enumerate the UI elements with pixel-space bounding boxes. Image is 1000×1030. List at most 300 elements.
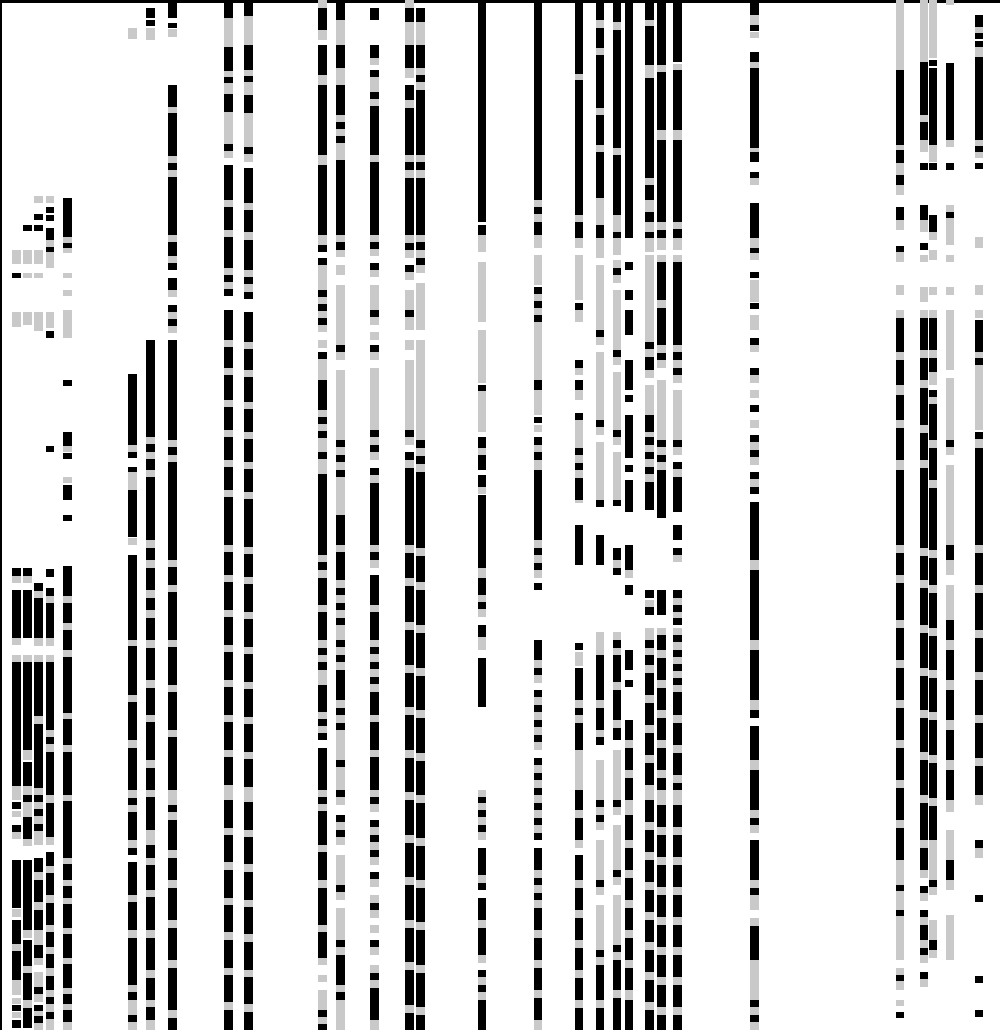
matrix-cell-run [929, 163, 937, 170]
matrix-cell-run [478, 658, 486, 707]
matrix-cell-run [673, 977, 682, 985]
matrix-cell-run [534, 380, 542, 390]
matrix-cell-run [146, 845, 155, 858]
matrix-cell-run [896, 628, 904, 660]
matrix-cell-run [23, 795, 32, 802]
matrix-cell-run [416, 590, 425, 625]
matrix-cell-run [896, 740, 904, 748]
matrix-cell-run [750, 479, 759, 487]
matrix-cell-run [318, 85, 327, 155]
matrix-cell-run [896, 163, 904, 175]
matrix-cell-run [416, 676, 425, 710]
matrix-cell-run [750, 726, 759, 760]
matrix-cell-run [750, 280, 759, 302]
matrix-cell-run [34, 724, 43, 788]
matrix-cell-run [12, 802, 21, 809]
matrix-cell-run [370, 654, 379, 662]
matrix-cell-run [645, 452, 654, 459]
matrix-cell-run [416, 548, 425, 556]
matrix-cell-run [896, 428, 904, 460]
matrix-cell-run [318, 359, 327, 380]
matrix-cell-run [896, 360, 904, 385]
matrix-cell-run [128, 1015, 137, 1022]
matrix-cell-run [478, 330, 486, 383]
matrix-cell-run [168, 1010, 177, 1018]
matrix-cell-run [975, 33, 983, 39]
matrix-cell-run [63, 273, 72, 278]
matrix-cell-run [405, 758, 414, 792]
matrix-cell-run [370, 925, 379, 933]
matrix-cell-run [750, 338, 759, 345]
matrix-cell-run [645, 238, 654, 252]
matrix-cell-run [478, 898, 486, 920]
matrix-cell-run [657, 857, 666, 865]
matrix-cell-run [975, 758, 983, 766]
matrix-cell-run [146, 890, 155, 897]
matrix-cell-run [657, 955, 666, 977]
matrix-cell-run [416, 170, 425, 178]
matrix-cell-run [645, 980, 654, 1002]
matrix-cell-run [657, 255, 666, 262]
matrix-cell-run [46, 331, 54, 338]
matrix-cell-run [370, 827, 379, 835]
matrix-cell-run [645, 65, 654, 78]
matrix-cell-run [416, 456, 425, 464]
matrix-cell-run [534, 720, 542, 727]
matrix-cell-run [673, 925, 682, 947]
matrix-cell-run [244, 619, 253, 647]
matrix-cell-run [405, 792, 414, 800]
matrix-cell-run [336, 45, 345, 68]
matrix-cell-run [12, 1005, 21, 1011]
matrix-cell-run [750, 368, 759, 375]
matrix-cell-run [575, 448, 583, 455]
matrix-cell-run [336, 815, 345, 822]
matrix-cell-run [657, 740, 666, 748]
matrix-cell-run [657, 238, 666, 250]
matrix-cell-run [575, 888, 583, 910]
matrix-cell-run [63, 886, 72, 898]
matrix-cell-run [224, 375, 233, 400]
matrix-cell-run [318, 748, 327, 790]
matrix-cell-run [34, 598, 43, 638]
matrix-cell-run [370, 857, 379, 865]
matrix-cell-run [370, 560, 379, 568]
matrix-cell-run [370, 552, 379, 560]
matrix-cell-run [46, 895, 54, 903]
matrix-cell-run [478, 225, 486, 235]
matrix-cell-run [63, 566, 72, 596]
matrix-cell-run [12, 568, 21, 576]
matrix-cell-run [750, 1007, 759, 1015]
matrix-cell-run [645, 703, 654, 725]
matrix-cell-run [336, 708, 345, 715]
matrix-cell-run [920, 870, 928, 878]
matrix-cell-run [920, 205, 928, 220]
matrix-cell-run [478, 920, 486, 928]
matrix-cell-run [929, 558, 937, 585]
matrix-cell-run [370, 430, 379, 437]
matrix-cell-run [128, 848, 137, 855]
matrix-cell-run [23, 590, 32, 638]
matrix-cell-run [46, 603, 54, 638]
matrix-cell-run [336, 242, 345, 250]
matrix-cell-run [534, 390, 542, 415]
matrix-cell-run [673, 447, 682, 455]
matrix-cell-run [896, 780, 904, 788]
matrix-cell-run [244, 82, 253, 95]
matrix-cell-run [34, 972, 43, 987]
matrix-cell-run [534, 833, 542, 840]
matrix-cell-run [645, 0, 654, 20]
matrix-cell-run [146, 858, 155, 865]
matrix-cell-run [645, 200, 654, 212]
matrix-cell-run [244, 970, 253, 977]
matrix-cell-run [750, 0, 759, 15]
matrix-cell-run [534, 555, 542, 563]
matrix-cell-run [575, 360, 583, 368]
matrix-cell-run [750, 435, 759, 442]
matrix-cell-run [750, 32, 759, 38]
matrix-cell-run [929, 145, 937, 162]
matrix-cell-run [318, 155, 327, 165]
matrix-cell-run [478, 985, 486, 992]
matrix-cell-run [929, 232, 937, 240]
matrix-cell-run [673, 352, 682, 360]
matrix-cell-run [920, 255, 928, 262]
matrix-cell-run [975, 358, 983, 365]
matrix-cell-run [405, 290, 414, 310]
matrix-cell-run [596, 887, 604, 895]
matrix-cell-run [168, 730, 177, 737]
matrix-cell-run [896, 545, 904, 553]
matrix-cell-run [244, 577, 253, 584]
matrix-cell-run [318, 1024, 327, 1030]
matrix-cell-run [575, 948, 583, 970]
matrix-cell-run [168, 290, 177, 297]
matrix-cell-run [750, 770, 759, 810]
matrix-cell-run [128, 895, 137, 902]
matrix-cell-run [12, 1012, 21, 1018]
matrix-cell-run [168, 850, 177, 858]
matrix-cell-run [63, 650, 72, 657]
matrix-cell-run [657, 65, 666, 72]
matrix-cell-run [596, 238, 604, 258]
matrix-cell-run [128, 490, 137, 537]
matrix-cell-run [534, 810, 542, 818]
matrix-cell-run [534, 908, 542, 930]
matrix-cell-run [34, 910, 43, 930]
matrix-cell-run [416, 838, 425, 846]
matrix-cell-run [896, 460, 904, 470]
matrix-cell-run [673, 229, 682, 238]
matrix-cell-run [416, 75, 425, 82]
matrix-cell-run [12, 590, 21, 638]
matrix-cell-run [168, 85, 177, 107]
matrix-cell-run [244, 402, 253, 409]
matrix-cell-run [336, 470, 345, 477]
matrix-cell-run [405, 178, 414, 235]
matrix-cell-run [596, 152, 604, 198]
matrix-cell-run [750, 760, 759, 770]
matrix-cell-run [673, 947, 682, 955]
matrix-cell-run [416, 340, 425, 440]
matrix-cell-run [975, 895, 983, 902]
matrix-cell-run [12, 662, 21, 786]
matrix-cell-run [336, 670, 345, 700]
matrix-cell-run [370, 980, 379, 988]
matrix-cell-run [34, 214, 43, 220]
matrix-cell-run [318, 30, 327, 40]
matrix-cell-run [946, 163, 954, 170]
matrix-cell-run [673, 255, 682, 262]
matrix-cell-run [534, 735, 542, 742]
matrix-cell-run [370, 475, 379, 483]
matrix-cell-run [34, 795, 43, 802]
matrix-cell-run [405, 0, 414, 8]
matrix-cell-run [645, 890, 654, 912]
matrix-cell-run [146, 680, 155, 688]
matrix-cell-run [336, 455, 345, 462]
matrix-cell-run [370, 92, 379, 99]
matrix-cell-run [244, 837, 253, 864]
matrix-cell-run [750, 442, 759, 450]
matrix-cell-run [750, 303, 759, 309]
matrix-cell-run [336, 790, 345, 797]
matrix-cell-run [478, 992, 486, 1000]
matrix-cell-run [318, 297, 327, 304]
matrix-cell-run [370, 973, 379, 980]
matrix-cell-run [929, 678, 937, 712]
matrix-cell-run [224, 165, 233, 200]
matrix-cell-run [224, 898, 233, 905]
matrix-cell-run [534, 690, 542, 697]
matrix-cell-run [575, 715, 583, 723]
matrix-cell-run [975, 723, 983, 758]
matrix-cell-run [224, 1002, 233, 1010]
matrix-cell-run [673, 985, 682, 1007]
matrix-cell-run [224, 785, 233, 800]
matrix-cell-run [920, 115, 928, 122]
matrix-cell-run [657, 440, 666, 447]
matrix-cell-run [244, 0, 253, 16]
matrix-cell-run [896, 70, 904, 145]
matrix-cell-run [673, 598, 682, 605]
matrix-cell-run [645, 725, 654, 733]
matrix-cell-run [534, 255, 542, 285]
matrix-cell-run [416, 90, 425, 155]
matrix-cell-run [896, 207, 904, 220]
matrix-cell-run [146, 865, 155, 890]
matrix-cell-run [405, 885, 414, 920]
matrix-cell-run [12, 920, 21, 944]
matrix-cell-run [896, 860, 904, 885]
matrix-cell-run [244, 900, 253, 907]
matrix-cell-run [370, 684, 379, 692]
matrix-cell-run [46, 873, 54, 895]
matrix-cell-run [370, 483, 379, 545]
matrix-cell-run [318, 459, 327, 474]
matrix-cell-run [146, 540, 155, 548]
matrix-cell-run [534, 697, 542, 705]
matrix-cell-run [336, 1000, 345, 1030]
matrix-cell-run [336, 580, 345, 588]
matrix-cell-run [645, 733, 654, 755]
matrix-cell-run [224, 94, 233, 112]
matrix-cell-run [534, 445, 542, 452]
matrix-cell-run [625, 680, 633, 687]
matrix-cell-run [34, 1023, 43, 1030]
matrix-cell-run [336, 0, 345, 20]
matrix-cell-run [34, 809, 43, 816]
matrix-cell-run [625, 748, 633, 770]
matrix-cell-run [224, 47, 233, 71]
matrix-cell-run [318, 790, 327, 797]
matrix-cell-run [12, 860, 21, 908]
matrix-cell-run [168, 156, 177, 163]
matrix-cell-run [244, 240, 253, 270]
matrix-cell-run [336, 662, 345, 670]
matrix-cell-run [613, 682, 621, 690]
matrix-cell-run [645, 600, 654, 607]
matrix-cell-run [370, 605, 379, 612]
matrix-cell-run [370, 270, 379, 277]
matrix-cell-run [405, 1005, 414, 1013]
matrix-cell-run [146, 598, 155, 610]
matrix-cell-run [318, 804, 327, 811]
matrix-cell-run [750, 825, 759, 833]
matrix-cell-run [416, 761, 425, 795]
matrix-cell-run [673, 835, 682, 857]
matrix-cell-run [370, 1020, 379, 1030]
matrix-cell-run [896, 0, 904, 70]
matrix-cell-run [318, 1017, 327, 1024]
matrix-cell-run [224, 268, 233, 275]
matrix-cell-run [750, 253, 759, 260]
matrix-cell-run [12, 811, 21, 817]
matrix-cell-run [645, 607, 654, 615]
matrix-cell-run [625, 480, 633, 512]
matrix-cell-run [478, 391, 486, 432]
matrix-cell-run [645, 830, 654, 852]
matrix-cell-run [673, 70, 682, 130]
matrix-cell-run [128, 902, 137, 930]
matrix-cell-run [405, 750, 414, 758]
matrix-cell-run [673, 657, 682, 664]
matrix-cell-run [46, 932, 54, 947]
matrix-cell-run [224, 617, 233, 645]
matrix-cell-run [645, 349, 654, 357]
matrix-cell-run [224, 575, 233, 582]
matrix-cell-run [128, 538, 137, 545]
matrix-cell-run [63, 198, 72, 237]
matrix-cell-run [244, 277, 253, 284]
matrix-cell-run [336, 265, 345, 275]
matrix-cell-run [534, 322, 542, 380]
matrix-cell-run [575, 790, 583, 810]
matrix-cell-run [613, 945, 621, 952]
matrix-cell-run [575, 880, 583, 888]
matrix-cell-run [613, 0, 621, 22]
matrix-cell-run [46, 312, 54, 328]
matrix-cell-run [596, 420, 604, 427]
matrix-cell-run [46, 837, 54, 845]
matrix-cell-run [946, 880, 954, 890]
matrix-cell-run [34, 638, 43, 646]
matrix-cell-run [336, 68, 345, 85]
matrix-cell-run [657, 455, 666, 462]
matrix-cell-run [657, 262, 666, 300]
matrix-cell-run [613, 990, 621, 998]
matrix-cell-run [224, 870, 233, 898]
matrix-cell-run [416, 803, 425, 838]
matrix-cell-run [575, 478, 583, 500]
matrix-cell-run [920, 318, 928, 350]
matrix-cell-run [168, 685, 177, 692]
matrix-cell-run [478, 883, 486, 890]
matrix-cell-run [46, 655, 54, 662]
matrix-cell-run [657, 353, 666, 360]
matrix-cell-run [12, 250, 21, 264]
matrix-cell-run [657, 650, 666, 658]
matrix-cell-run [596, 957, 604, 965]
matrix-cell-run [596, 880, 604, 887]
matrix-cell-run [946, 218, 954, 245]
matrix-cell-run [244, 907, 253, 934]
matrix-cell-run [34, 824, 43, 831]
matrix-cell-run [645, 912, 654, 920]
matrix-cell-run [673, 469, 682, 477]
matrix-cell-run [370, 835, 379, 842]
matrix-cell-run [416, 178, 425, 235]
matrix-cell-run [575, 750, 583, 790]
matrix-cell-run [920, 893, 928, 901]
matrix-cell-run [657, 470, 666, 518]
matrix-cell-run [896, 252, 904, 262]
matrix-cell-run [596, 535, 604, 565]
matrix-cell-run [318, 380, 327, 410]
matrix-cell-run [370, 910, 379, 918]
matrix-cell-run [613, 372, 621, 430]
matrix-cell-run [575, 818, 583, 840]
matrix-cell-run [336, 625, 345, 640]
matrix-cell-run [896, 385, 904, 395]
matrix-cell-run [168, 920, 177, 928]
matrix-cell-run [896, 318, 904, 352]
matrix-cell-run [750, 502, 759, 560]
matrix-cell-run [613, 640, 621, 648]
matrix-cell-run [23, 762, 32, 786]
matrix-cell-run [336, 588, 345, 595]
matrix-cell-run [613, 825, 621, 870]
matrix-cell-run [63, 752, 72, 795]
matrix-cell-run [336, 647, 345, 655]
matrix-cell-run [673, 440, 682, 447]
matrix-cell-run [318, 880, 327, 888]
matrix-cell-run [645, 178, 654, 185]
matrix-cell-run [534, 315, 542, 322]
matrix-cell-run [975, 840, 983, 848]
matrix-cell-run [405, 877, 414, 885]
matrix-cell-run [534, 668, 542, 675]
matrix-cell-run [946, 465, 954, 545]
matrix-cell-run [336, 136, 345, 143]
matrix-cell-run [46, 903, 54, 925]
matrix-cell-run [318, 352, 327, 359]
matrix-cell-run [673, 1007, 682, 1015]
matrix-cell-run [416, 283, 425, 330]
matrix-cell-run [596, 1000, 604, 1008]
